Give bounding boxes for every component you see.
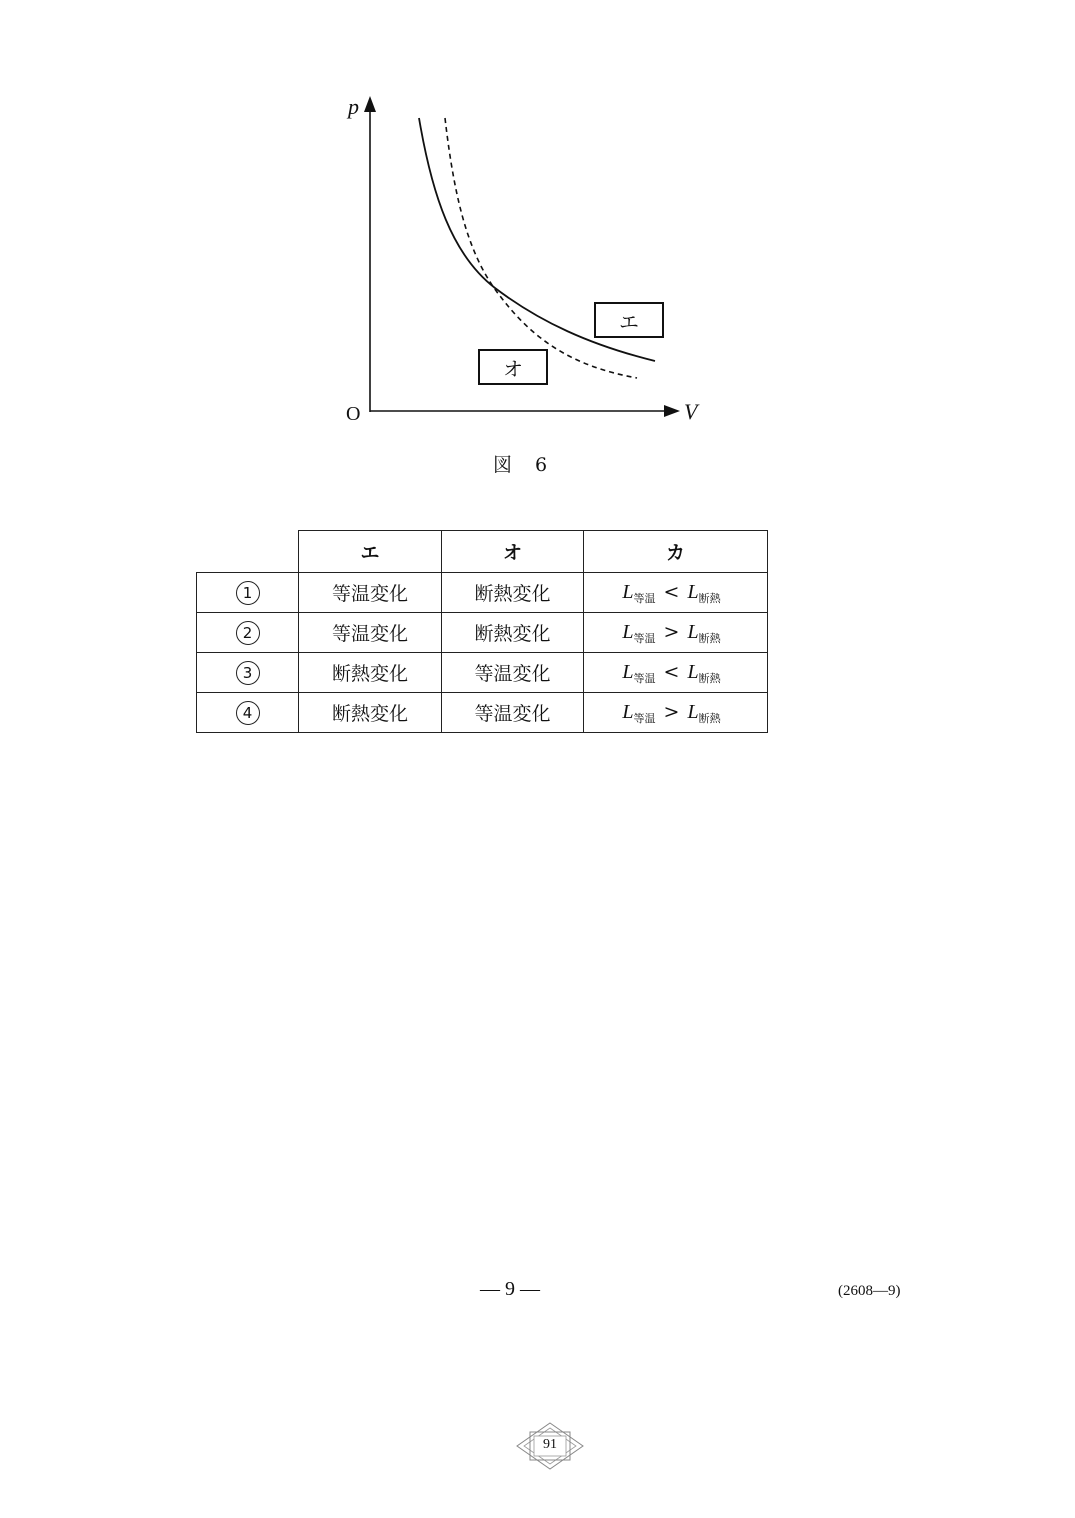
choice-number-cell — [197, 693, 299, 733]
cell-e: 断熱変化 — [299, 693, 442, 733]
header-blank-cell — [197, 531, 299, 573]
header-ka: カ — [584, 531, 768, 573]
l-symbol: L — [687, 701, 699, 723]
table-header-row — [197, 531, 768, 573]
box-o-label: オ — [478, 349, 548, 385]
answer-table — [196, 530, 768, 733]
cell-e: 等温変化 — [299, 573, 442, 613]
comparison-operator: < — [663, 581, 680, 603]
cell-o: 等温変化 — [442, 653, 584, 693]
cell-ka — [584, 613, 768, 653]
l-symbol: L — [622, 661, 634, 683]
cell-o: 等温変化 — [442, 693, 584, 733]
choice-number-cell — [197, 613, 299, 653]
choice-number-cell — [197, 653, 299, 693]
l-subscript: 等温 — [633, 592, 656, 605]
l-subscript: 断熱 — [698, 712, 721, 725]
l-subscript: 断熱 — [698, 632, 721, 645]
cell-ka — [584, 653, 768, 693]
choice-number[interactable]: 4 — [236, 701, 260, 725]
dashed-curve — [445, 118, 637, 378]
comparison-operator: > — [663, 701, 680, 723]
l-subscript: 等温 — [633, 672, 656, 685]
table-row — [197, 693, 768, 733]
x-axis-arrow — [664, 405, 680, 417]
origin-label: O — [346, 403, 361, 425]
stamp-number: 91 — [543, 1437, 557, 1452]
table-row — [197, 613, 768, 653]
l-subscript: 断熱 — [698, 672, 721, 685]
comparison-operator: < — [663, 661, 680, 683]
choice-number[interactable]: 1 — [236, 581, 260, 605]
l-subscript: 断熱 — [698, 592, 721, 605]
l-symbol: L — [622, 701, 634, 723]
document-code: (2608—9) — [838, 1283, 901, 1299]
y-axis-label: p — [348, 94, 359, 119]
cell-o: 断熱変化 — [442, 613, 584, 653]
l-symbol: L — [622, 621, 634, 643]
choice-number[interactable]: 2 — [236, 621, 260, 645]
pv-diagram — [0, 0, 1075, 480]
y-axis-arrow — [364, 96, 376, 112]
table-row — [197, 573, 768, 613]
cell-o: 断熱変化 — [442, 573, 584, 613]
cell-e: 等温変化 — [299, 613, 442, 653]
box-e-label: エ — [594, 302, 664, 338]
comparison-operator: > — [663, 621, 680, 643]
figure-caption: 図 6 — [493, 454, 550, 476]
choice-number-cell — [197, 573, 299, 613]
x-axis-label: V — [684, 399, 698, 424]
l-symbol: L — [687, 621, 699, 643]
cell-ka — [584, 693, 768, 733]
cell-e: 断熱変化 — [299, 653, 442, 693]
l-symbol: L — [687, 661, 699, 683]
cell-ka — [584, 573, 768, 613]
l-subscript: 等温 — [633, 632, 656, 645]
choice-number[interactable]: 3 — [236, 661, 260, 685]
page-number: — 9 — — [480, 1278, 540, 1300]
l-symbol: L — [687, 581, 699, 603]
l-subscript: 等温 — [633, 712, 656, 725]
l-symbol: L — [622, 581, 634, 603]
header-e: エ — [299, 531, 442, 573]
table-row — [197, 653, 768, 693]
header-o: オ — [442, 531, 584, 573]
